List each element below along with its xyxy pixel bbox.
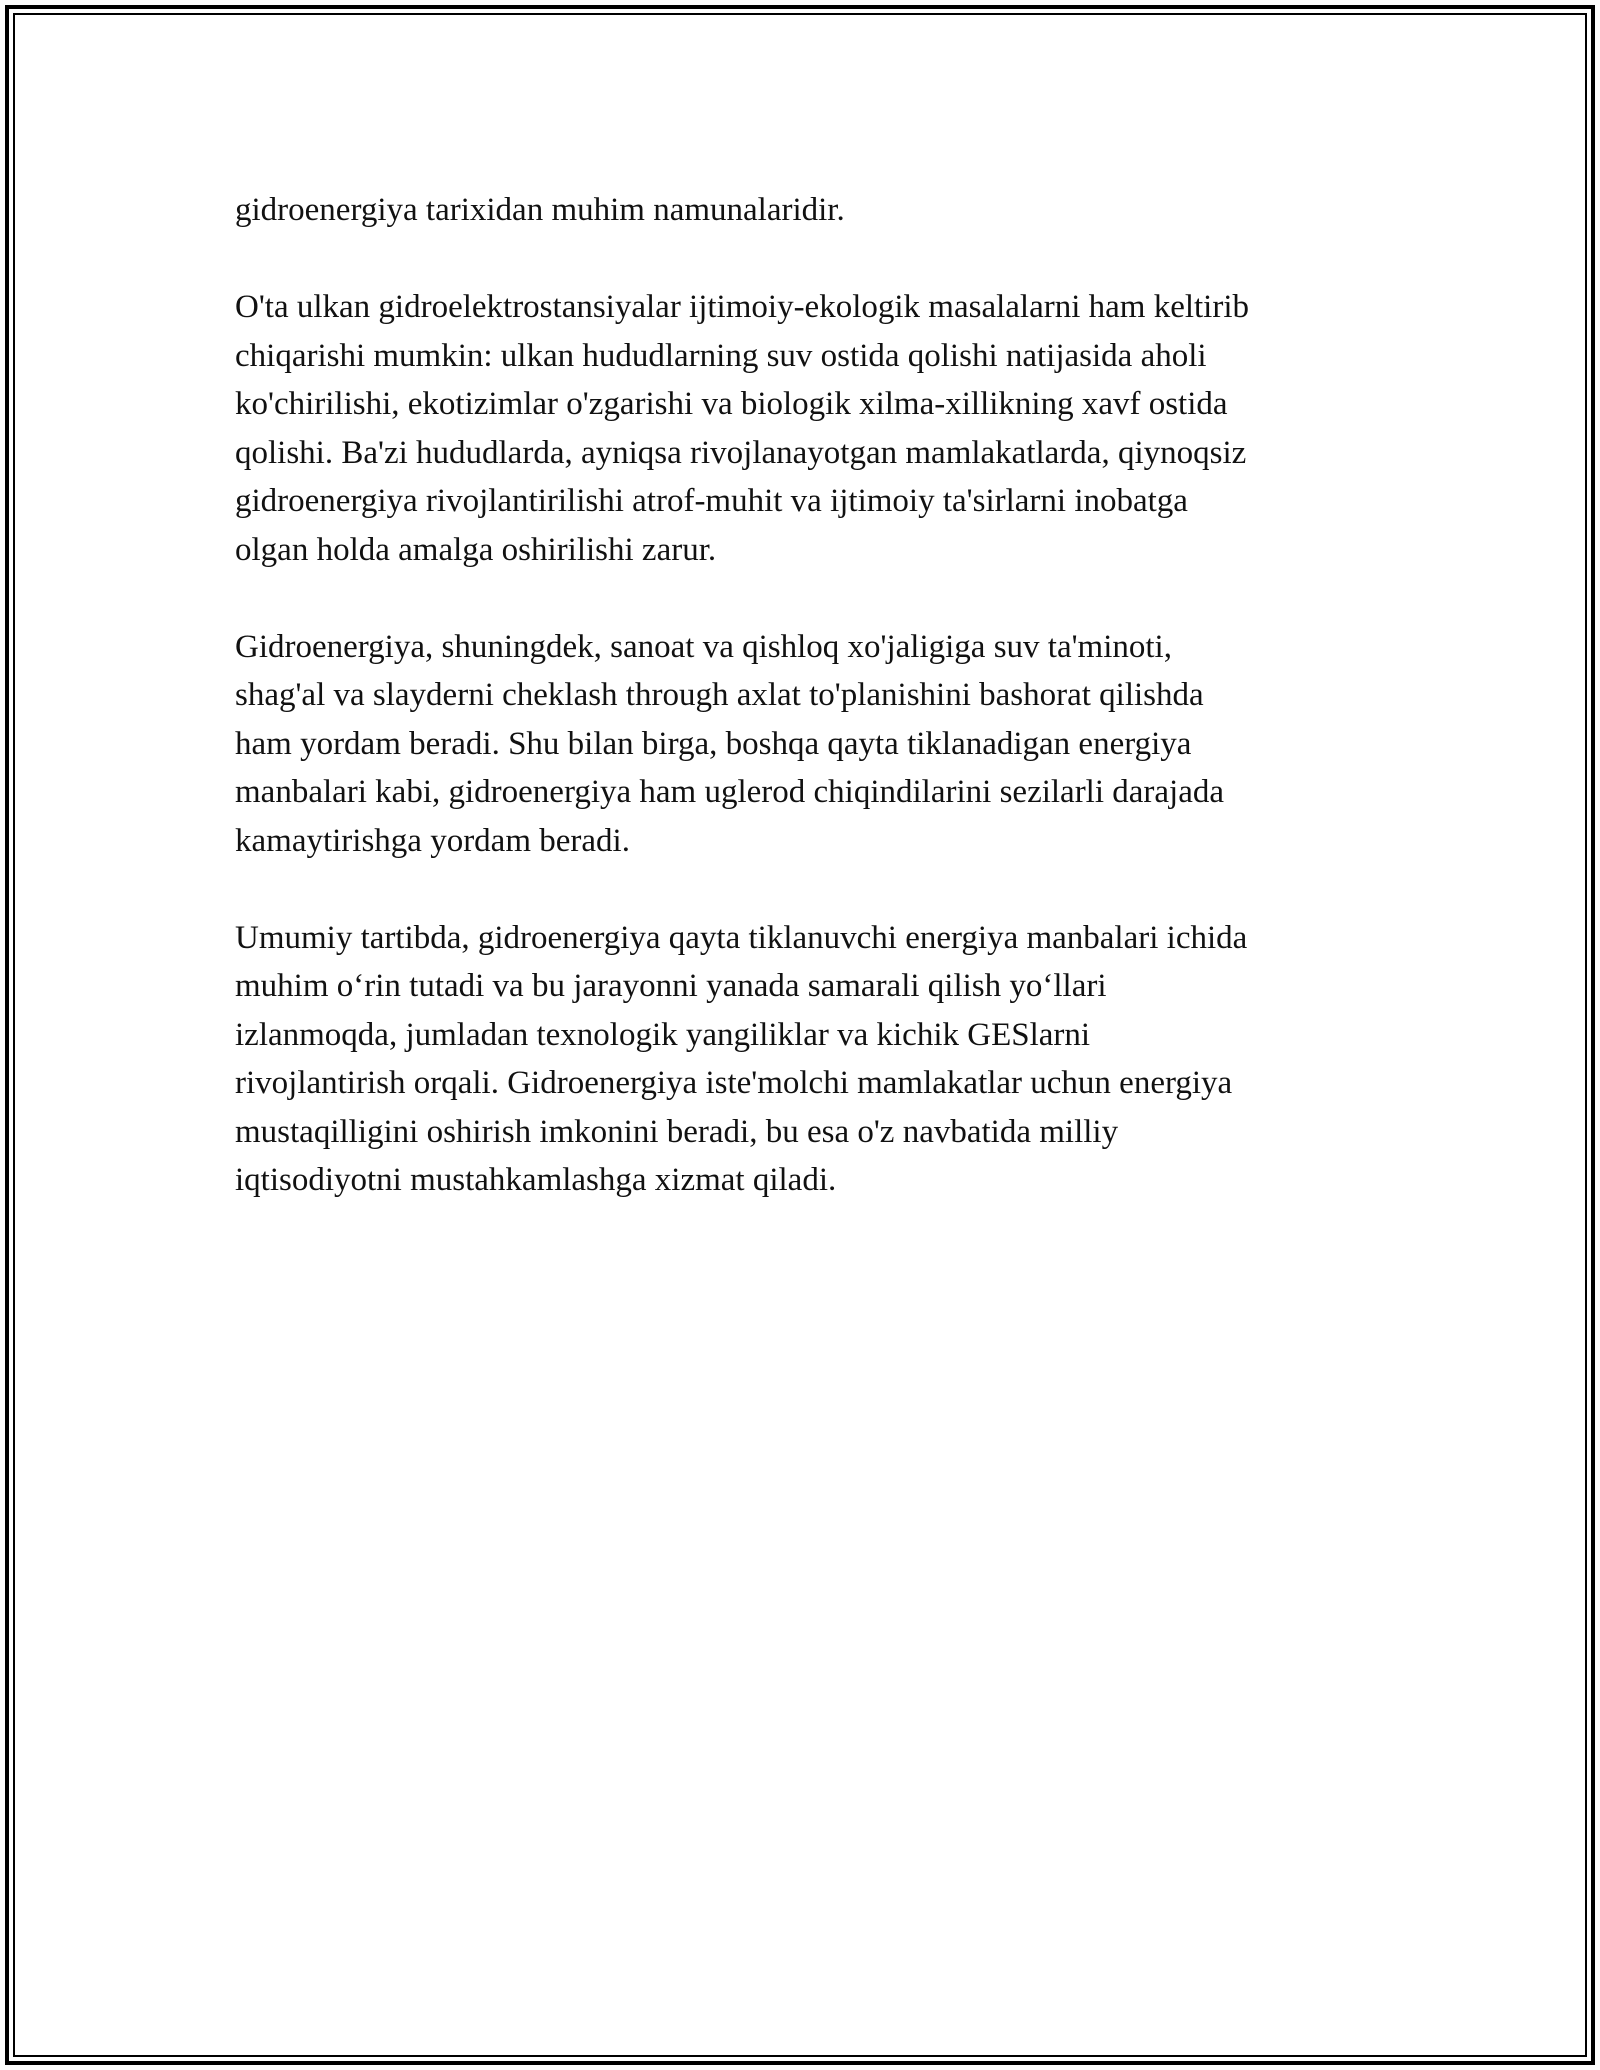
document-body [235, 186, 1395, 1253]
paragraph-4: Umumiy tartibda, gidroenergiya qayta tiklanuvchi energiya manbalari ichida muhim o‘rin tutadi va bu jarayonni yanada samarali qilish yo‘llari izlanmoqda, jumladan texnologik yangiliklar va kichik GESlarni rivojlantirish orqali. Gidroenergiya iste'molchi mamlakatlar uchun energiya mustaqilligini oshirish imkonini beradi, bu esa o'z navbatida milliy iqtisodiyotni mustahkamlashga xizmat qiladi. [235, 919, 1248, 1198]
paragraph-3: Gidroenergiya, shuningdek, sanoat va qishloq xo'jaligiga suv ta'minoti, shag'al va slayderni cheklash through axlat to'planishini bashorat qilishda ham yordam beradi. Shu bilan birga, boshqa qayta tiklanadigan energiya manbalari kabi, gidroenergiya ham uglerod chiqindilarini sezilarli darajada kamaytirishga yordam beradi. [235, 628, 1225, 859]
paragraph-1: gidroenergiya tarixidan muhim namunalaridir. [235, 192, 845, 228]
paragraph-2: O'ta ulkan gidroelektrostansiyalar ijtimoiy-ekologik masalalarni ham keltirib chiqarishi mumkin: ulkan hududlarning suv ostida qolishi natijasida aholi ko'chirilishi, ekotizimlar o'zgarishi va biologik xilma-xillikning xavf ostida qolishi. Ba'zi hududlarda, ayniqsa rivojlanayotgan mamlakatlarda, qiynoqsiz gidroenergiya rivojlantirilishi atrof-muhit va ijtimoiy ta'sirlarni inobatga olgan holda amalga oshirilishi zarur. [235, 289, 1250, 568]
